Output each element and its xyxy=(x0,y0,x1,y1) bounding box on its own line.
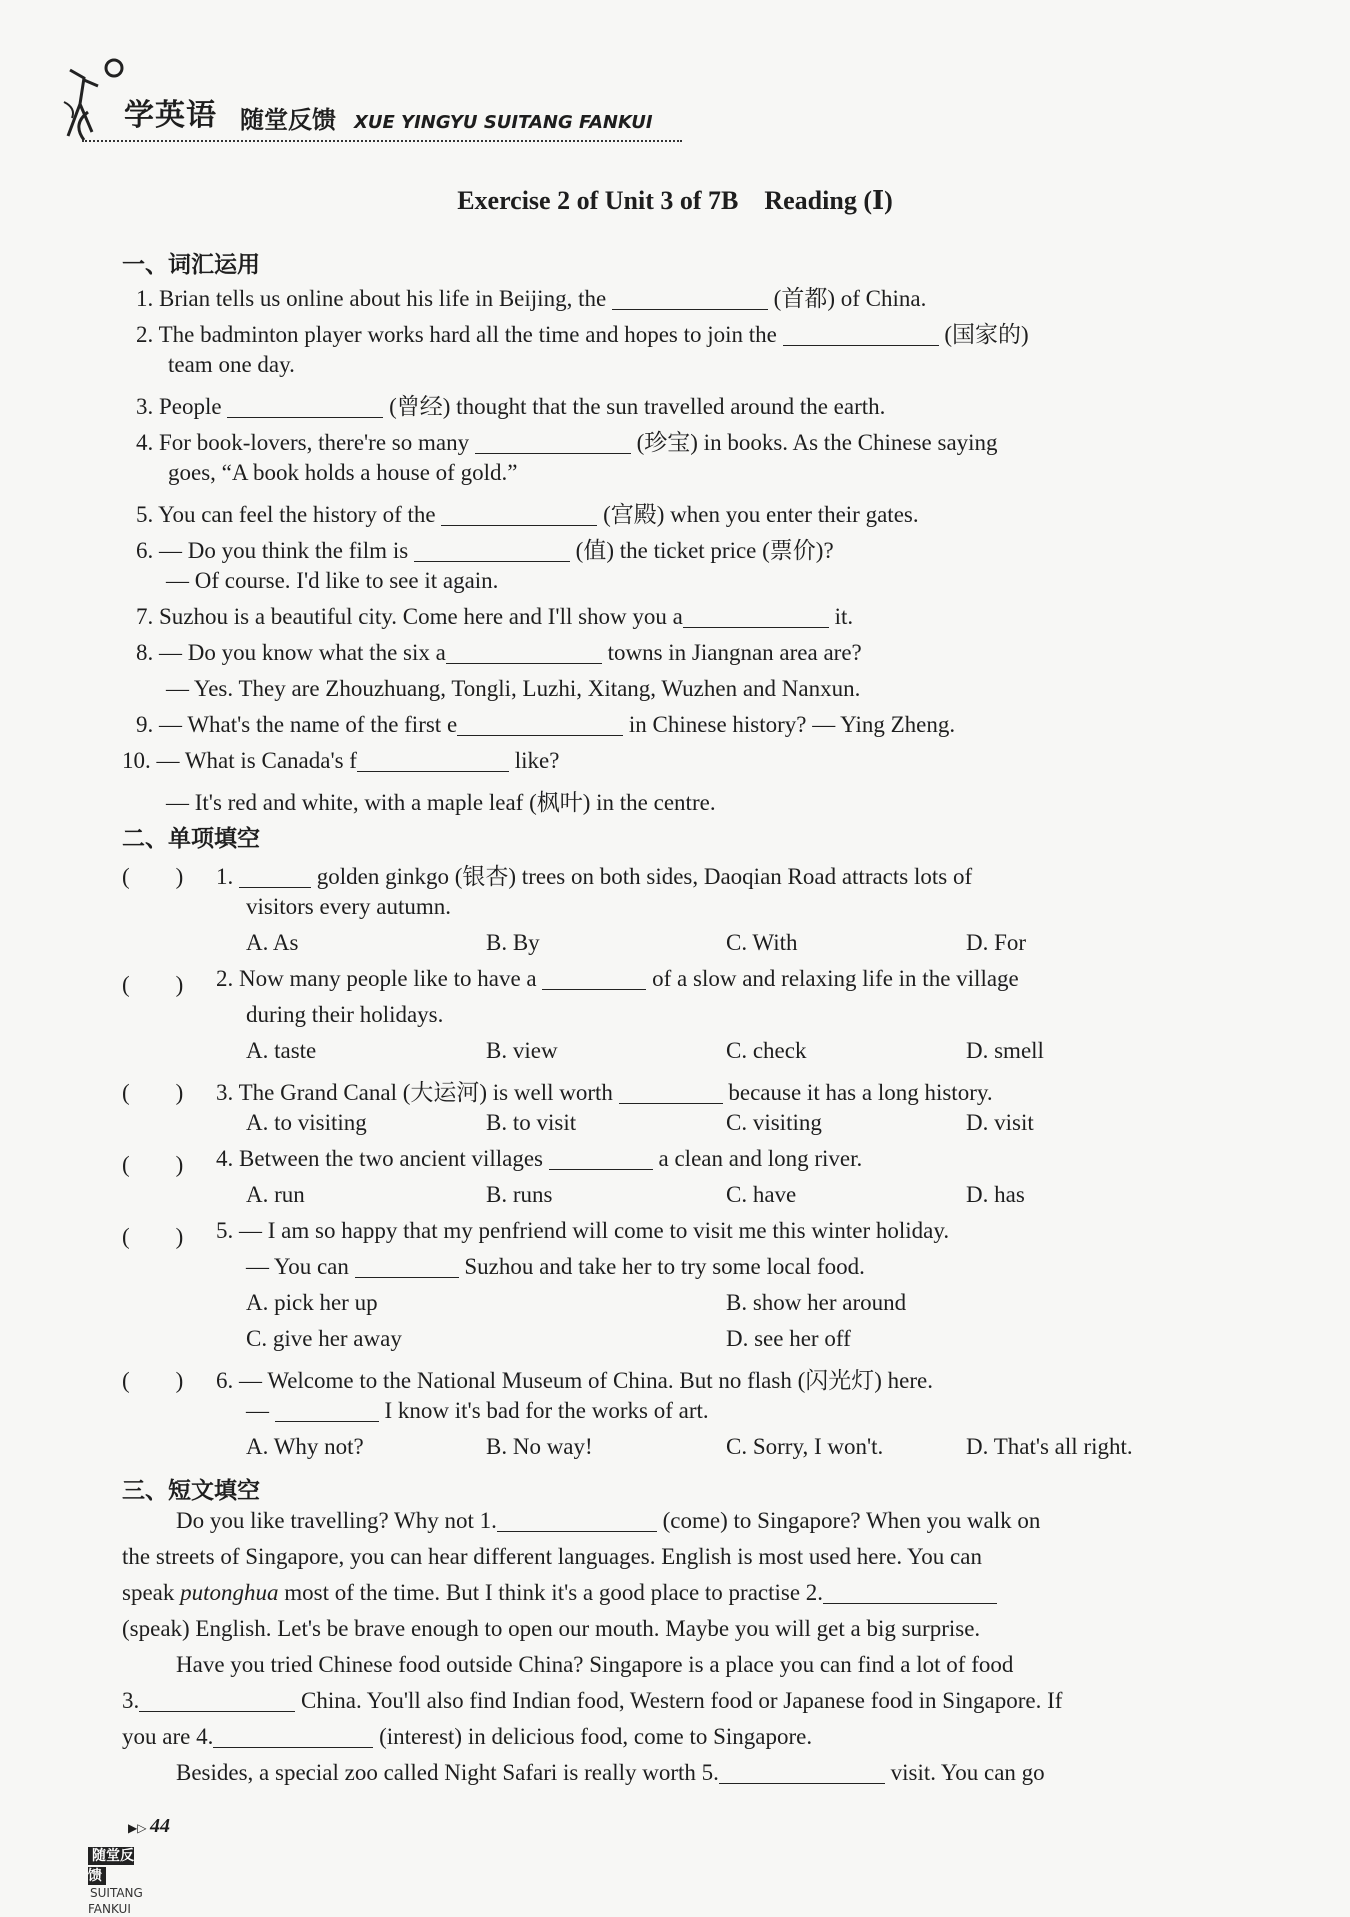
answer-blank[interactable] xyxy=(457,713,623,736)
header-title-cn: 学英语 xyxy=(124,98,217,133)
footer-brand-en: SUITANG FANKUI xyxy=(88,1886,143,1916)
vocab-q6: 6. — Do you think the film is (值) the ticket price (票价)? xyxy=(136,538,834,563)
passage-blank-4[interactable] xyxy=(213,1725,373,1748)
mc-q6-reply: — I know it's bad for the works of art. xyxy=(246,1398,709,1423)
mc-q1-cont: visitors every autumn. xyxy=(246,894,452,919)
mc-q3-option-a[interactable]: A. to visiting xyxy=(246,1110,367,1135)
vocab-q10: 10. — What is Canada's f like? xyxy=(122,748,560,773)
answer-blank[interactable] xyxy=(783,323,939,346)
mc-q5-option-d[interactable]: D. see her off xyxy=(726,1326,851,1351)
vocab-q2: 2. The badminton player works hard all the time and hopes to join the (国家的) xyxy=(136,322,1029,347)
vocab-q7: 7. Suzhou is a beautiful city. Come here and I'll show you a it. xyxy=(136,604,854,629)
vocab-q8: 8. — Do you know what the six a towns in Jiangnan area are? xyxy=(136,640,862,665)
vocab-q4-cont: goes, “A book holds a house of gold.” xyxy=(168,460,518,485)
mc-q5-reply: — You can Suzhou and take her to try some local food. xyxy=(246,1254,865,1279)
mc-q4-paren[interactable]: ( ) xyxy=(122,1152,184,1177)
vocab-q1: 1. Brian tells us online about his life in Beijing, the (首都) of China. xyxy=(136,286,927,311)
answer-blank[interactable] xyxy=(227,395,383,418)
section-heading-mc: 二、单项填空 xyxy=(122,826,260,852)
vocab-q10-reply: — It's red and white, with a maple leaf (枫叶) in the centre. xyxy=(166,790,716,815)
mc-q3-option-d[interactable]: D. visit xyxy=(966,1110,1034,1135)
passage-line-8: Besides, a special zoo called Night Safari is really worth 5. visit. You can go xyxy=(176,1760,1045,1785)
answer-blank[interactable] xyxy=(446,641,602,664)
mc-q3: 3. The Grand Canal (大运河) is well worth because it has a long history. xyxy=(216,1080,993,1105)
answer-blank[interactable] xyxy=(542,967,646,990)
vocab-q9: 9. — What's the name of the first e in Chinese history? — Ying Zheng. xyxy=(136,712,956,737)
mc-q5-paren[interactable]: ( ) xyxy=(122,1224,184,1249)
answer-blank[interactable] xyxy=(441,503,597,526)
mc-q1-option-b[interactable]: B. By xyxy=(486,930,540,955)
answer-blank[interactable] xyxy=(475,431,631,454)
footer-brand-cn: 随堂反馈 xyxy=(88,1848,134,1884)
passage-blank-3[interactable] xyxy=(139,1689,295,1712)
section-heading-vocab: 一、词汇运用 xyxy=(122,252,260,278)
mc-q1: 1. golden ginkgo (银杏) trees on both sides, Daoqian Road attracts lots of xyxy=(216,864,973,889)
walking-figure-icon xyxy=(62,52,132,152)
answer-blank[interactable] xyxy=(683,605,829,628)
answer-blank[interactable] xyxy=(275,1399,379,1422)
mc-q6-option-d[interactable]: D. That's all right. xyxy=(966,1434,1133,1459)
play-arrows-icon: ▶▷ xyxy=(128,1821,147,1835)
mc-q1-option-a[interactable]: A. As xyxy=(246,930,299,955)
vocab-q2-cont: team one day. xyxy=(168,352,295,377)
mc-q2-paren[interactable]: ( ) xyxy=(122,972,184,997)
mc-q6-option-b[interactable]: B. No way! xyxy=(486,1434,593,1459)
header-banner xyxy=(62,52,662,162)
answer-blank[interactable] xyxy=(414,539,570,562)
mc-q3-paren[interactable]: ( ) xyxy=(122,1080,184,1105)
mc-q3-option-c[interactable]: C. visiting xyxy=(726,1110,822,1135)
mc-q2-option-a[interactable]: A. taste xyxy=(246,1038,317,1063)
vocab-q3: 3. People (曾经) thought that the sun travelled around the earth. xyxy=(136,394,886,419)
section-heading-passage: 三、短文填空 xyxy=(122,1478,260,1504)
answer-blank[interactable] xyxy=(549,1147,653,1170)
passage-line-7: you are 4. (interest) in delicious food, come to Singapore. xyxy=(122,1724,813,1749)
header-title-cn2: 随堂反馈 xyxy=(240,106,336,134)
mc-q1-paren[interactable]: ( ) xyxy=(122,864,184,889)
page-number: 44 xyxy=(150,1815,170,1837)
mc-q2: 2. Now many people like to have a of a slow and relaxing life in the village xyxy=(216,966,1019,991)
mc-q6-option-a[interactable]: A. Why not? xyxy=(246,1434,364,1459)
mc-q5-option-b[interactable]: B. show her around xyxy=(726,1290,907,1315)
mc-q3-option-b[interactable]: B. to visit xyxy=(486,1110,577,1135)
mc-q5: 5. — I am so happy that my penfriend will come to visit me this winter holiday. xyxy=(216,1218,950,1243)
vocab-q6-reply: — Of course. I'd like to see it again. xyxy=(166,568,499,593)
vocab-q4: 4. For book-lovers, there're so many (珍宝) in books. As the Chinese saying xyxy=(136,430,998,455)
page-title: Exercise 2 of Unit 3 of 7B Reading (Ⅰ) xyxy=(457,186,893,215)
passage-line-3: speak putonghua most of the time. But I think it's a good place to practise 2. xyxy=(122,1580,997,1606)
passage-blank-2[interactable] xyxy=(823,1581,997,1604)
mc-q5-option-c[interactable]: C. give her away xyxy=(246,1326,402,1351)
mc-q1-option-d[interactable]: D. For xyxy=(966,930,1027,955)
passage-line-6: 3. China. You'll also find Indian food, Western food or Japanese food in Singapore. If xyxy=(122,1688,1063,1713)
mc-q4-option-c[interactable]: C. have xyxy=(726,1182,797,1207)
mc-q6-paren[interactable]: ( ) xyxy=(122,1368,184,1393)
footer-brand xyxy=(88,1845,143,1917)
answer-blank[interactable] xyxy=(619,1081,723,1104)
passage-blank-5[interactable] xyxy=(719,1761,885,1784)
mc-q6: 6. — Welcome to the National Museum of China. But no flash (闪光灯) here. xyxy=(216,1368,933,1393)
mc-q6-option-c[interactable]: C. Sorry, I won't. xyxy=(726,1434,884,1459)
mc-q4-option-b[interactable]: B. runs xyxy=(486,1182,553,1207)
mc-q2-option-d[interactable]: D. smell xyxy=(966,1038,1044,1063)
mc-q1-option-c[interactable]: C. With xyxy=(726,930,798,955)
passage-blank-1[interactable] xyxy=(497,1509,657,1532)
mc-q4-option-d[interactable]: D. has xyxy=(966,1182,1025,1207)
mc-q2-option-c[interactable]: C. check xyxy=(726,1038,807,1063)
answer-blank[interactable] xyxy=(612,287,768,310)
mc-q4: 4. Between the two ancient villages a clean and long river. xyxy=(216,1146,863,1171)
vocab-q8-reply: — Yes. They are Zhouzhuang, Tongli, Luzhi, Xitang, Wuzhen and Nanxun. xyxy=(166,676,861,701)
passage-line-2: the streets of Singapore, you can hear different languages. English is most used here. You can xyxy=(122,1544,982,1569)
answer-blank[interactable] xyxy=(355,1255,459,1278)
mc-q2-cont: during their holidays. xyxy=(246,1002,444,1027)
passage-line-1: Do you like travelling? Why not 1. (come) to Singapore? When you walk on xyxy=(176,1508,1041,1533)
mc-q5-option-a[interactable]: A. pick her up xyxy=(246,1290,378,1315)
mc-q2-option-b[interactable]: B. view xyxy=(486,1038,558,1063)
header-title-en: XUE YINGYU SUITANG FANKUI xyxy=(354,112,653,133)
passage-line-5: Have you tried Chinese food outside China? Singapore is a place you can find a lot of food xyxy=(176,1652,1014,1677)
answer-blank[interactable] xyxy=(239,865,311,888)
header-divider xyxy=(82,140,682,144)
vocab-q5: 5. You can feel the history of the (宫殿) when you enter their gates. xyxy=(136,502,919,527)
passage-line-4: (speak) English. Let's be brave enough to open our mouth. Maybe you will get a big surprise. xyxy=(122,1616,981,1641)
mc-q4-option-a[interactable]: A. run xyxy=(246,1182,305,1207)
answer-blank[interactable] xyxy=(357,749,509,772)
